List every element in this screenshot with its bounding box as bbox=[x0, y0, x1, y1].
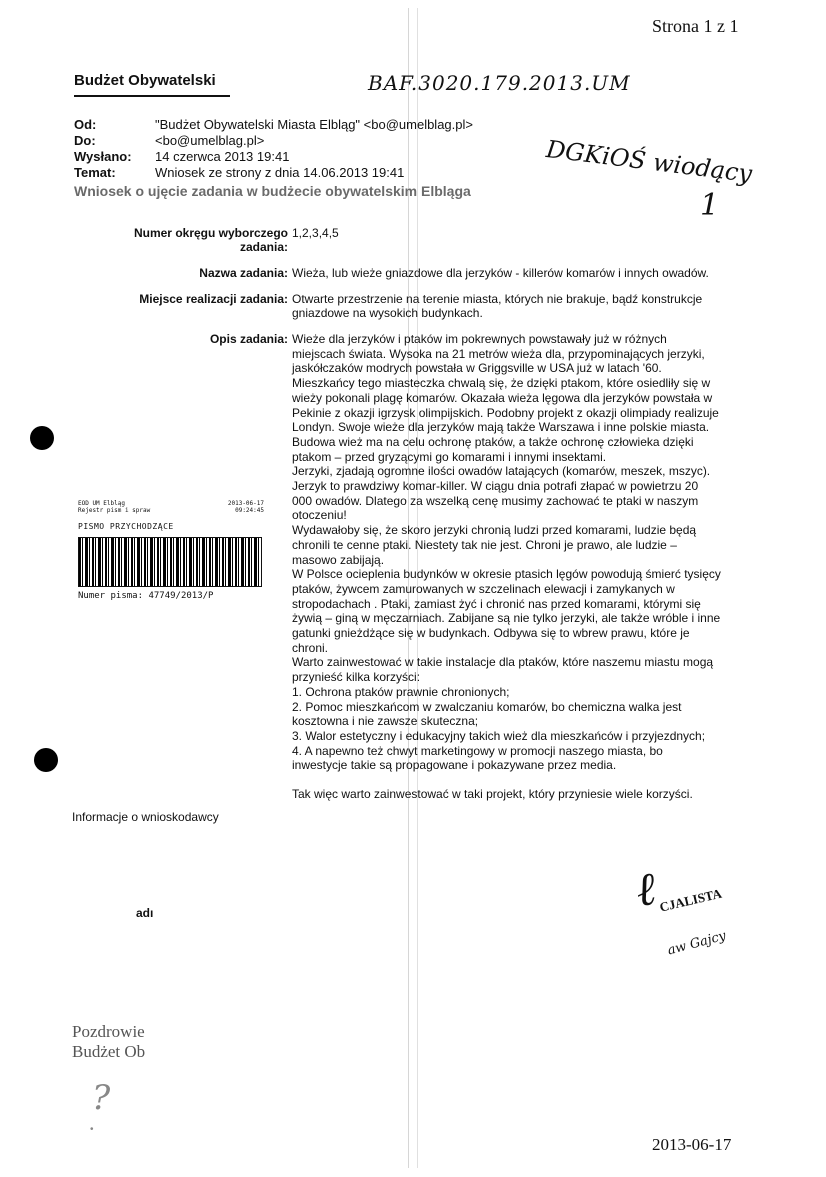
place-value: Otwarte przestrzenie na terenie miasta, których nie brakuje, bądź konstrukcje gniazdowe na wysokich budynkach. bbox=[292, 292, 703, 320]
description-line: stropodachach . Ptaki, zamiast żyć i chronić nas przed komarami, którymi się bbox=[292, 596, 701, 611]
signature-scribble: ℓ bbox=[632, 860, 659, 918]
description-line: gatunki gnieżdżące się w budynkach. Odbywa się to wbrew prawu, które je bbox=[292, 626, 690, 641]
description-text bbox=[292, 332, 744, 802]
applicant-info-label: Informacje o wnioskodawcy bbox=[72, 810, 219, 824]
description-line: ptakom – przed gryzącymi go komarami i innymi insektami. bbox=[292, 449, 607, 464]
signature-stamp-name: aw Gajcy bbox=[666, 928, 728, 959]
stamp-number: 47749/2013/P bbox=[148, 591, 214, 601]
description-line: 1. Ochrona ptaków prawnie chronionych; bbox=[292, 684, 510, 699]
description-line: Pekinie z okazji igrzysk olimpijskich. Podobny projekt z okazji olimpiady realizuje bbox=[292, 405, 719, 420]
description-line: wieży pokonali plagę komarów. Okazała wieża lęgowa dla jerzyków powstała w bbox=[292, 390, 713, 405]
description-line: Jerzyki, zjadają ogromne ilości owadów latających (komarów, meszek, mszyc). bbox=[292, 464, 711, 479]
description-line: ptaków, żywcem zamurowanych w szczelinach elewacji i zamykanych w bbox=[292, 581, 675, 596]
document-header-title: Budżet Obywatelski bbox=[74, 72, 216, 89]
stamp-date: 2013-06-17 bbox=[227, 500, 264, 507]
description-line: Jerzyk to prawdziwy komar-killer. W ciągu dnia potrafi złapać w powietrzu 20 bbox=[292, 479, 699, 494]
page-date: 2013-06-17 bbox=[652, 1135, 732, 1154]
description-line: kosztowna i nie zawsze skuteczna; bbox=[292, 714, 479, 729]
page-number: Strona 1 z 1 bbox=[652, 16, 739, 36]
description-line: otoczeniu! bbox=[292, 508, 347, 523]
from-value: "Budżet Obywatelski Miasta Elbląg" <bo@umelblag.pl> bbox=[155, 117, 473, 132]
description-line: Londyn. Swoje wieże dla jerzyków mają także Warszawa i inne polskie miasta. bbox=[292, 420, 710, 435]
description-line: Wydawałoby się, że skoro jerzyki chronią ludzi przed komarami, ludzie będą bbox=[292, 523, 697, 538]
description-line: przynieść kilka korzyści: bbox=[292, 670, 421, 685]
punch-hole bbox=[34, 748, 58, 772]
description-line: inwestycje takie są propagowane i pokazywane przez media. bbox=[292, 758, 617, 773]
handwritten-department-note: DGKiOŚ wiodący bbox=[544, 135, 754, 189]
registry-stamp bbox=[78, 500, 264, 601]
description-line: jaskółczaków modrych powstała w Griggsville w USA już w latach '60. bbox=[292, 361, 662, 376]
description-line: chronili te cenne ptaki. Niestety tak nie jest. Chroni je prawo, ale ludzie – bbox=[292, 537, 677, 552]
subject-value: Wniosek ze strony z dnia 14.06.2013 19:41 bbox=[155, 165, 405, 180]
description-label: Opis zadania: bbox=[209, 332, 288, 346]
description-line: chroni. bbox=[292, 640, 329, 655]
stamp-doc-type: PISMO PRZYCHODZĄCE bbox=[78, 522, 174, 531]
description-line: Budowa wież ma na celu ochronę ptaków, a także ochronę człowieka dzięki bbox=[292, 434, 694, 449]
place-label: Miejsce realizacji zadania: bbox=[139, 292, 288, 306]
ink-dot: • bbox=[90, 1124, 94, 1135]
sent-label: Wysłano: bbox=[74, 149, 132, 164]
description-line: Warto zainwestować w takie instalacje dla ptaków, które naszemu miastu mogą bbox=[292, 655, 714, 670]
form-title: Wniosek o ujęcie zadania w budżecie obywatelskim Elbląga bbox=[74, 183, 471, 199]
address-fragment: adı bbox=[136, 906, 154, 920]
district-value: 1,2,3,4,5 bbox=[292, 226, 339, 240]
description-line: żywią – giną w męczarniach. Zabijane są nie tylko jerzyki, ale także wróble i inne bbox=[292, 611, 721, 626]
stamp-registry: Rejestr pism i spraw bbox=[78, 507, 151, 514]
task-name-label: Nazwa zadania: bbox=[199, 266, 288, 280]
barcode bbox=[78, 537, 262, 587]
to-label: Do: bbox=[74, 133, 96, 148]
stamp-number-label: Numer pisma: bbox=[78, 591, 144, 601]
handwritten-reference: BAF.3020.179.2013.UM bbox=[368, 71, 631, 95]
description-line: miejscach świata. Wysoka na 21 metrów wieża dla, przypominających jerzyki, bbox=[292, 346, 705, 361]
stamp-office: EOD UM Elbląg bbox=[78, 500, 125, 507]
to-value: <bo@umelblag.pl> bbox=[155, 133, 265, 148]
description-line: Wieże dla jerzyków i ptaków im pokrewnych powstawały już w różnych bbox=[292, 332, 667, 346]
district-label: Numer okręgu wyborczego zadania: bbox=[133, 226, 288, 254]
sent-value: 14 czerwca 2013 19:41 bbox=[155, 149, 290, 164]
description-line: 4. A napewno też chwyt marketingowy w promocji naszego miasta, bo bbox=[292, 743, 663, 758]
stamp-time: 09:24:45 bbox=[235, 507, 264, 514]
description-line: masowo zabijają. bbox=[292, 552, 385, 567]
description-line: 2. Pomoc mieszkańcom w zwalczaniu komarów, bo chemiczna walka jest bbox=[292, 699, 682, 714]
description-line: Mieszkańcy tego miasteczka chwalą się, że dzięki ptakom, które osiedliły się w bbox=[292, 376, 711, 391]
subject-label: Temat: bbox=[74, 165, 116, 180]
handwritten-initials: 1 bbox=[700, 188, 720, 223]
handwritten-question-mark: ? bbox=[92, 1078, 111, 1118]
task-name-value: Wieża, lub wieże gniazdowe dla jerzyków - killerów komarów i innych owadów. bbox=[292, 266, 709, 280]
closing-greeting: Pozdrowie Budżet Ob bbox=[72, 1022, 146, 1061]
punch-hole bbox=[30, 426, 54, 450]
paragraph-gap bbox=[292, 773, 744, 787]
signature-stamp-role: CJALISTA bbox=[658, 885, 724, 915]
from-label: Od: bbox=[74, 117, 97, 132]
description-line: W Polsce ocieplenia budynków w okresie ptasich lęgów powodują śmierć tysięcy bbox=[292, 567, 721, 582]
header-underline bbox=[74, 95, 230, 97]
description-conclusion: Tak więc warto zainwestować w taki projekt, który przyniesie wiele korzyści. bbox=[292, 787, 693, 802]
description-line: 000 owadów. Dlatego za wszelką cenę musimy zachować te ptaki w naszym bbox=[292, 493, 699, 508]
description-line: 3. Walor estetyczny i edukacyjny takich wież dla mieszkańców i przyjezdnych; bbox=[292, 728, 706, 743]
